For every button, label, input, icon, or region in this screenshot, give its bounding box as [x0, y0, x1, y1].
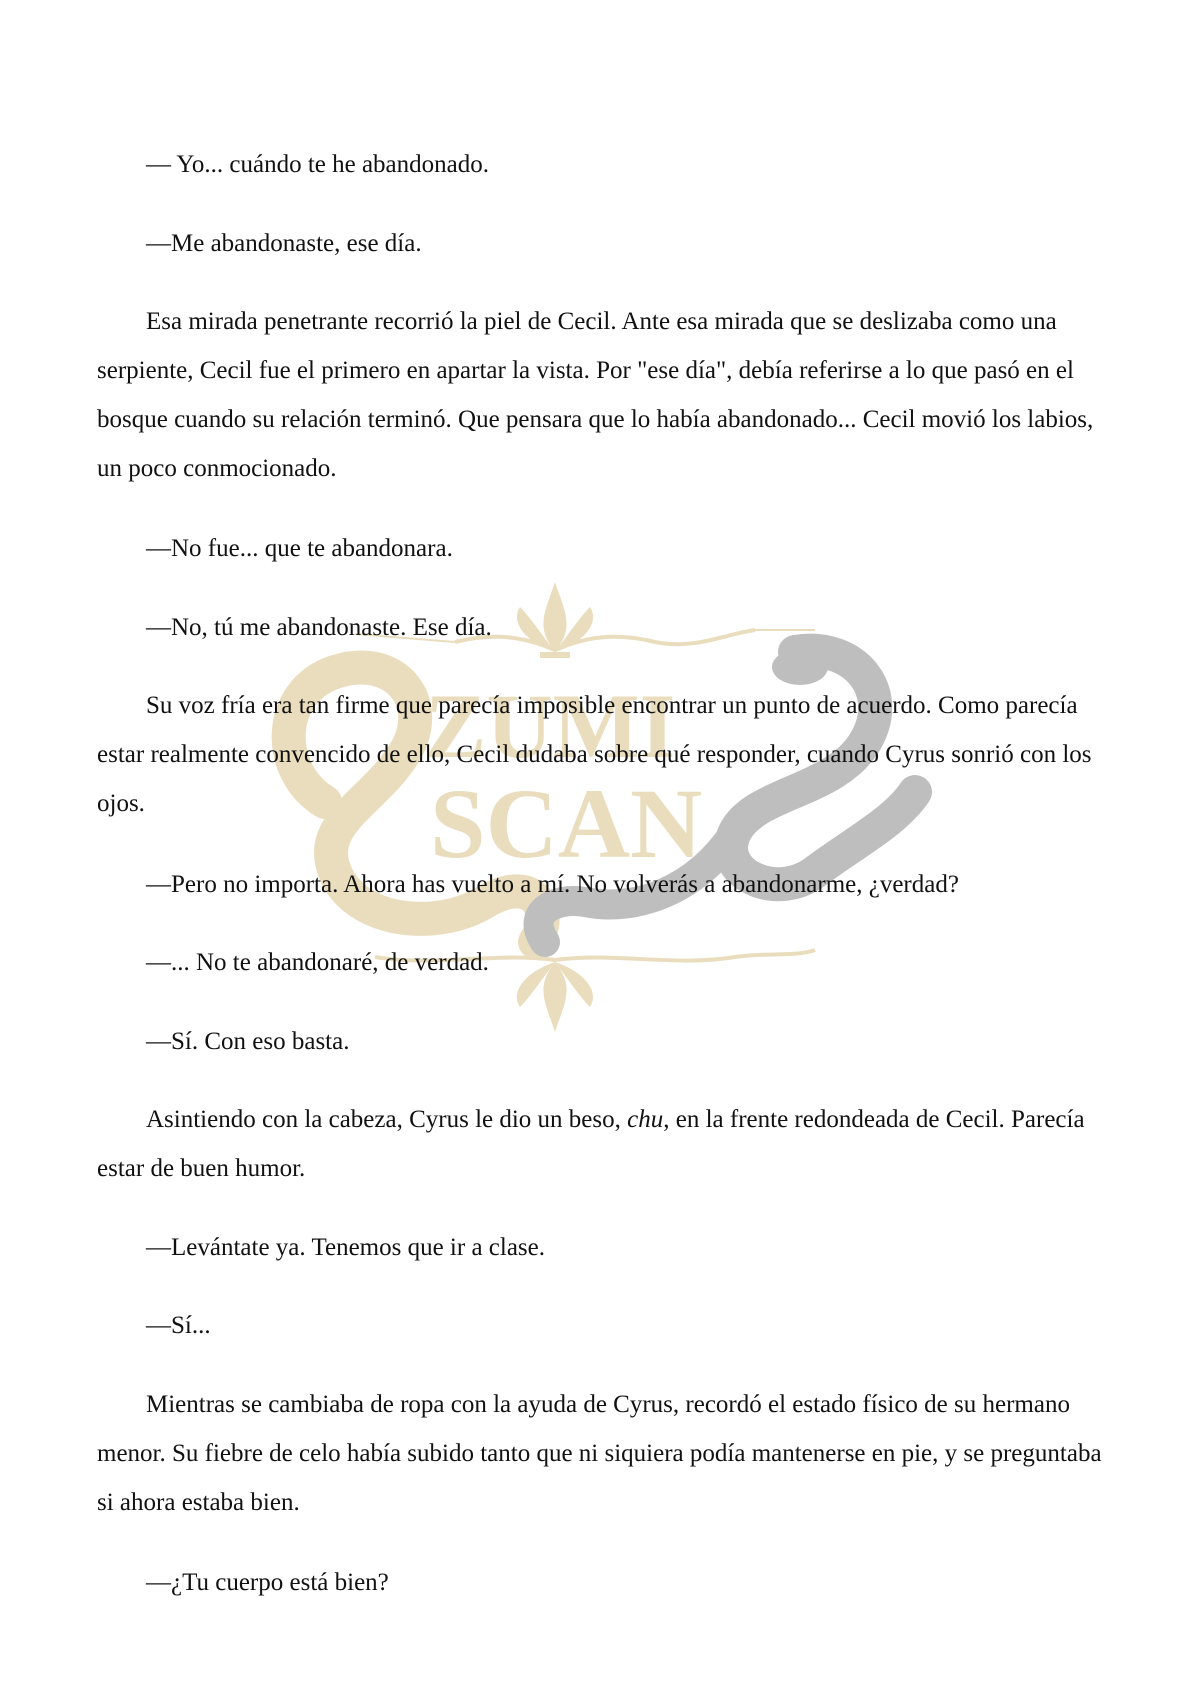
- paragraph-dialogue-1: — Yo... cuándo te he abandonado.: [146, 151, 489, 178]
- paragraph-dialogue-6: —... No te abandonaré, de verdad.: [146, 949, 489, 976]
- paragraph-narration-4: Mientras se cambiaba de ropa con la ayuda de Cyrus, recordó el estado físico de su hermano menor. Su fiebre de celo había subido tanto que ni siquiera podía mantenerse en pie, y se preguntaba si ahora estaba bien.: [97, 1391, 1102, 1516]
- paragraph-dialogue-10: —¿Tu cuerpo está bien?: [146, 1569, 389, 1596]
- paragraph-narration-3: [97, 1095, 1107, 1193]
- narration-3-italic: chu: [627, 1106, 664, 1133]
- paragraph-narration-2: Su voz fría era tan firme que parecía imposible encontrar un punto de acuerdo. Como parecía estar realmente convencido de ello, Cecil dudaba sobre qué responder, cuando Cyrus sonrió con los ojos.: [97, 692, 1092, 817]
- narration-3-before: Asintiendo con la cabeza, Cyrus le dio un beso,: [146, 1106, 628, 1133]
- paragraph-dialogue-2: —Me abandonaste, ese día.: [146, 230, 422, 257]
- paragraph-dialogue-3: —No fue... que te abandonara.: [146, 535, 453, 562]
- narration-3-after: , en la frente redondeada de Cecil. Parecía estar de buen humor.: [97, 1106, 1085, 1182]
- paragraph-dialogue-9: —Sí...: [146, 1312, 211, 1339]
- paragraph-dialogue-7: —Sí. Con eso basta.: [146, 1028, 350, 1055]
- paragraph-dialogue-8: —Levántate ya. Tenemos que ir a clase.: [146, 1234, 546, 1261]
- paragraph-dialogue-5: —Pero no importa. Ahora has vuelto a mí. No volverás a abandonarme, ¿verdad?: [146, 871, 959, 898]
- paragraph-narration-1: Esa mirada penetrante recorrió la piel de Cecil. Ante esa mirada que se deslizaba como una serpiente, Cecil fue el primero en apartar la vista. Por "ese día", debía referirse a lo que pasó en el bosque cuando su relación terminó. Que pensara que lo había abandonado... Cecil movió los labios, un poco conmocionado.: [97, 308, 1094, 482]
- paragraph-dialogue-4: —No, tú me abandonaste. Ese día.: [146, 614, 492, 641]
- watermark-line1: ZUMI: [425, 675, 676, 777]
- watermark-line2: SCAN: [430, 768, 703, 879]
